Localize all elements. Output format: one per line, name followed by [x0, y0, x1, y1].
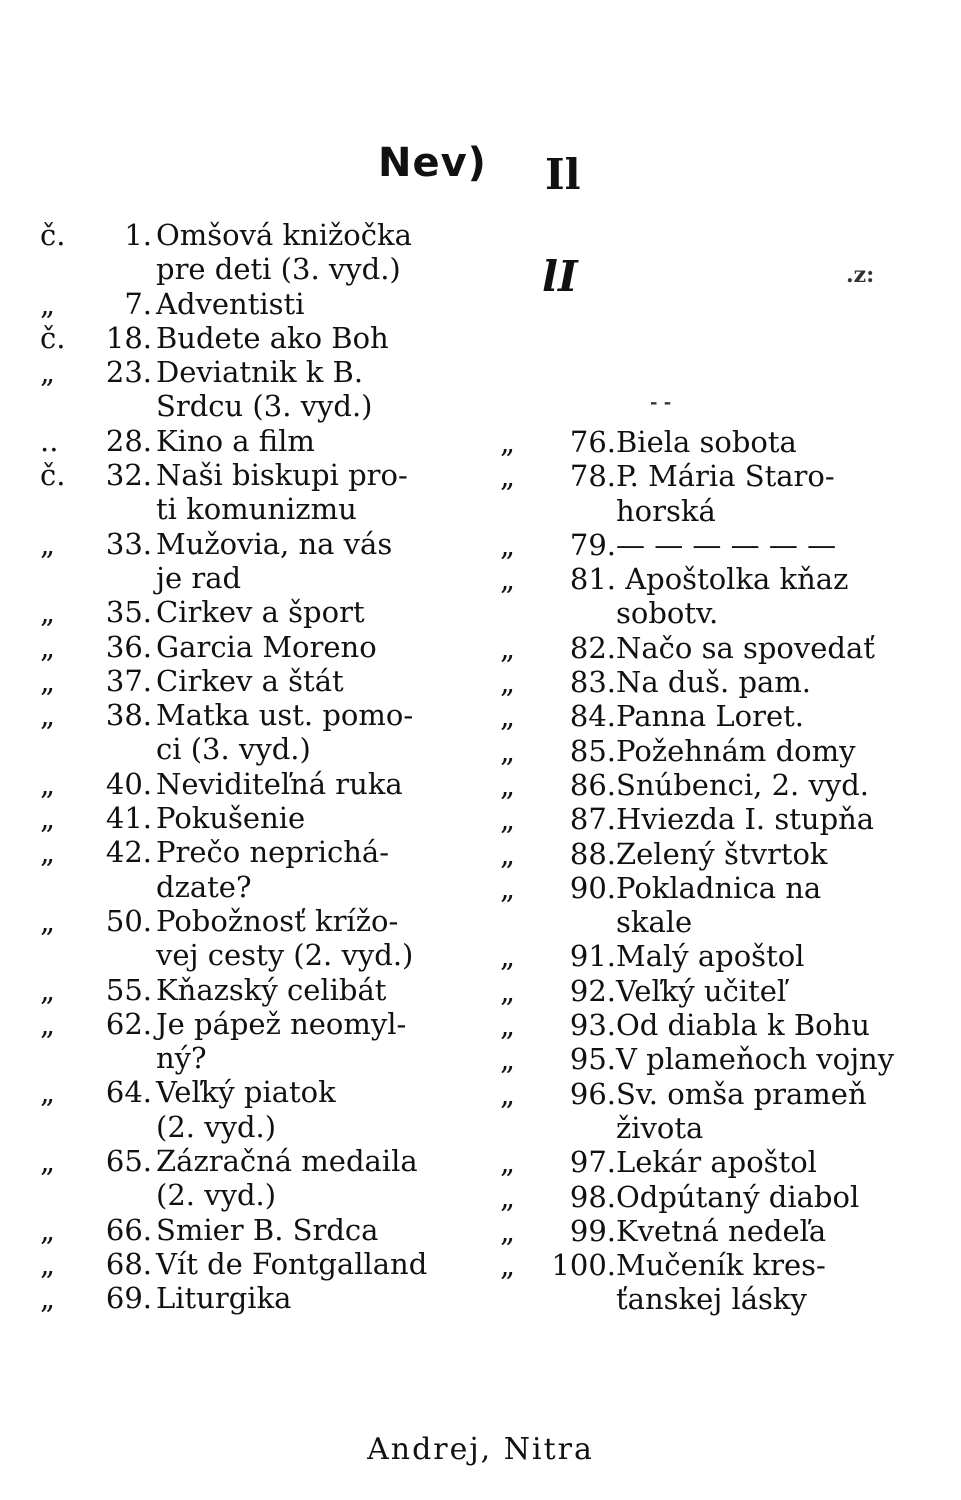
item-title: Omšová knižočka pre deti (3. vyd.): [156, 218, 412, 287]
list-item: [40, 321, 480, 355]
item-number: 41.: [105, 801, 152, 836]
item-title: Biela sobota: [616, 425, 797, 459]
item-prefix: „: [40, 595, 56, 630]
item-title: Deviatnik k B. Srdcu (3. vyd.): [156, 355, 373, 424]
item-title: Odpútaný diabol: [616, 1179, 860, 1214]
list-item: [500, 1214, 940, 1248]
item-title: Kino a film: [156, 423, 315, 458]
list-item: [500, 768, 940, 802]
item-title: Naši biskupi pro- ti komunizmu: [156, 458, 408, 527]
item-title: Malý apoštol: [616, 939, 805, 974]
item-number: 7.: [124, 286, 152, 321]
item-prefix: „: [40, 526, 56, 561]
item-prefix: „: [500, 733, 516, 768]
item-number: 62.: [105, 1006, 152, 1041]
item-number: 66.: [105, 1212, 152, 1247]
item-prefix: „: [500, 1248, 516, 1283]
item-title: Zázračná medaila (2. vyd.): [156, 1144, 418, 1213]
list-item: [40, 973, 480, 1007]
item-prefix: „: [500, 973, 516, 1008]
item-number: 35.: [105, 595, 152, 630]
item-prefix: „: [40, 1006, 56, 1041]
list-item: [40, 1281, 480, 1315]
item-title: Matka ust. pomo- ci (3. vyd.): [156, 698, 414, 767]
list-item: [500, 871, 940, 940]
item-number: 96.: [569, 1076, 616, 1111]
list-item: [500, 562, 940, 631]
item-number: 28.: [105, 423, 152, 458]
item-number: 37.: [105, 663, 152, 698]
item-prefix: ..: [40, 423, 59, 458]
list-item: [500, 528, 940, 562]
item-prefix: „: [40, 355, 56, 390]
item-title: Snúbenci, 2. vyd.: [616, 767, 870, 802]
item-number: 88.: [569, 836, 616, 871]
item-prefix: „: [40, 663, 56, 698]
item-number: 76.: [569, 425, 616, 459]
item-number: 95.: [569, 1042, 616, 1077]
list-item: [40, 664, 480, 698]
item-number: 69.: [105, 1281, 152, 1316]
list-item: [500, 1180, 940, 1214]
list-item: [500, 699, 940, 733]
item-number: 85.: [569, 733, 616, 768]
item-prefix: „: [40, 766, 56, 801]
list-item: [500, 1042, 940, 1076]
item-title: P. Mária Staro- horská: [616, 459, 835, 528]
publisher-footer: Andrej, Nitra: [367, 1432, 594, 1467]
item-number: 36.: [105, 629, 152, 664]
list-item: [40, 424, 480, 458]
item-prefix: „: [500, 1179, 516, 1214]
item-number: 68.: [105, 1246, 152, 1281]
item-title: Pobožnosť krížo- vej cesty (2. vyd.): [156, 903, 414, 973]
item-prefix: „: [40, 903, 56, 938]
list-item: [500, 459, 940, 528]
item-prefix: „: [40, 1212, 56, 1247]
list-item: [500, 1145, 940, 1179]
item-title: Hviezda I. stupňa: [616, 802, 875, 837]
item-prefix: „: [40, 1281, 56, 1316]
item-number: 84.: [569, 699, 616, 734]
item-title: Smier B. Srdca: [156, 1212, 379, 1247]
list-item: [40, 1213, 480, 1247]
list-item: [500, 939, 940, 973]
list-item: [40, 904, 480, 973]
page-heading: Nev): [378, 140, 487, 186]
item-title: Zelený štvrtok: [616, 836, 828, 871]
item-title: Kňazský celibát: [156, 972, 387, 1007]
item-number: 1.: [124, 218, 152, 252]
item-prefix: „: [40, 629, 56, 664]
item-title: Načo sa spovedať: [616, 630, 875, 665]
item-title: Sv. omša prameň života: [616, 1076, 867, 1145]
item-title: Neviditeľná ruka: [156, 766, 403, 801]
right-column: [500, 425, 940, 1317]
item-number: 83.: [569, 665, 616, 700]
list-item: [40, 1075, 480, 1144]
item-prefix: „: [500, 459, 516, 494]
item-number: 40.: [105, 766, 152, 801]
item-number: 78.: [569, 459, 616, 494]
print-mark: - -: [650, 392, 672, 413]
item-prefix: „: [500, 939, 516, 974]
list-item: [40, 595, 480, 629]
item-prefix: „: [40, 801, 56, 836]
item-prefix: č.: [40, 320, 66, 355]
item-prefix: „: [500, 527, 516, 562]
item-number: 81.: [569, 562, 616, 597]
item-prefix: „: [40, 972, 56, 1007]
item-title: Cirkev a štát: [156, 663, 344, 698]
item-prefix: č.: [40, 458, 66, 493]
list-item: [40, 1007, 480, 1076]
item-title: Cirkev a šport: [156, 595, 365, 630]
item-title: Mučeník kres- ťanskej lásky: [616, 1248, 826, 1317]
item-number: 65.: [105, 1144, 152, 1179]
list-item: [40, 698, 480, 767]
item-title: Na duš. pam.: [616, 665, 812, 700]
item-title: Lekár apoštol: [616, 1145, 817, 1180]
item-prefix: „: [500, 562, 516, 597]
left-column: [40, 218, 480, 1316]
item-number: 33.: [105, 526, 152, 561]
item-number: 97.: [569, 1145, 616, 1180]
item-title: Pokladnica na skale: [616, 870, 822, 940]
item-number: 93.: [569, 1008, 616, 1043]
print-mark: .z:: [846, 262, 875, 288]
item-prefix: „: [500, 802, 516, 837]
item-prefix: „: [40, 286, 56, 321]
list-item: [500, 734, 940, 768]
item-title: Kvetná nedeľa: [616, 1213, 827, 1248]
list-item: [40, 287, 480, 321]
item-number: 90.: [569, 870, 616, 905]
item-number: 50.: [105, 903, 152, 938]
print-mark: lI: [542, 252, 578, 301]
item-title: Panna Loret.: [616, 699, 804, 734]
list-item: [500, 1077, 940, 1146]
list-item: [40, 218, 480, 287]
item-prefix: „: [500, 1042, 516, 1077]
list-item: [500, 425, 940, 459]
list-item: [40, 527, 480, 596]
item-number: 86.: [569, 767, 616, 802]
list-item: [500, 1248, 940, 1317]
item-prefix: „: [500, 1008, 516, 1043]
item-prefix: „: [40, 698, 56, 733]
list-item: [40, 630, 480, 664]
item-number: 42.: [105, 835, 152, 870]
item-number: 38.: [105, 698, 152, 733]
item-title: — — — — — —: [616, 527, 837, 562]
item-number: 99.: [569, 1213, 616, 1248]
item-prefix: č.: [40, 218, 66, 252]
list-item: [40, 1144, 480, 1213]
list-item: [500, 837, 940, 871]
item-prefix: „: [500, 699, 516, 734]
item-title: Veľký piatok (2. vyd.): [156, 1075, 336, 1144]
item-number: 100.: [551, 1248, 616, 1283]
item-prefix: „: [500, 1213, 516, 1248]
item-number: 32.: [105, 458, 152, 493]
item-title: Pokušenie: [156, 801, 306, 836]
list-item: [500, 665, 940, 699]
item-prefix: „: [500, 1145, 516, 1180]
list-item: [40, 801, 480, 835]
item-prefix: „: [40, 835, 56, 870]
item-prefix: „: [500, 836, 516, 871]
list-item: [40, 458, 480, 527]
item-title: Mužovia, na vás je rad: [156, 526, 393, 595]
item-title: Liturgika: [156, 1281, 292, 1316]
list-item: [40, 355, 480, 424]
item-number: 79.: [569, 527, 616, 562]
item-prefix: „: [40, 1144, 56, 1179]
print-mark: Il: [545, 150, 581, 199]
item-number: 98.: [569, 1179, 616, 1214]
item-number: 64.: [105, 1075, 152, 1110]
item-number: 23.: [105, 355, 152, 390]
item-number: 82.: [569, 630, 616, 665]
item-title: Je pápež neomyl- ný?: [156, 1006, 407, 1076]
item-prefix: „: [40, 1075, 56, 1110]
item-number: 91.: [569, 939, 616, 974]
list-item: [40, 835, 480, 904]
item-title: Vít de Fontgalland: [156, 1246, 428, 1281]
item-title: Budete ako Boh: [156, 320, 389, 355]
list-item: [500, 1008, 940, 1042]
list-item: [500, 974, 940, 1008]
item-prefix: „: [500, 1076, 516, 1111]
list-item: [40, 767, 480, 801]
item-title: Apoštolka kňaz sobotv.: [616, 562, 849, 631]
item-prefix: „: [500, 630, 516, 665]
item-title: Prečo neprichá- dzate?: [156, 835, 390, 904]
item-number: 92.: [569, 973, 616, 1008]
item-title: Veľký učiteľ: [616, 973, 787, 1008]
item-prefix: „: [500, 425, 516, 459]
item-number: 55.: [105, 972, 152, 1007]
item-prefix: „: [500, 665, 516, 700]
list-item: [500, 802, 940, 836]
item-prefix: „: [500, 767, 516, 802]
item-title: Požehnám domy: [616, 733, 856, 768]
item-number: 18.: [105, 320, 152, 355]
list-item: [40, 1247, 480, 1281]
item-title: Od diabla k Bohu: [616, 1008, 870, 1043]
list-item: [500, 631, 940, 665]
item-prefix: „: [40, 1246, 56, 1281]
item-number: 87.: [569, 802, 616, 837]
item-title: V plameňoch vojny: [616, 1042, 895, 1077]
item-prefix: „: [500, 870, 516, 905]
item-title: Adventisti: [156, 286, 305, 321]
item-title: Garcia Moreno: [156, 629, 377, 664]
